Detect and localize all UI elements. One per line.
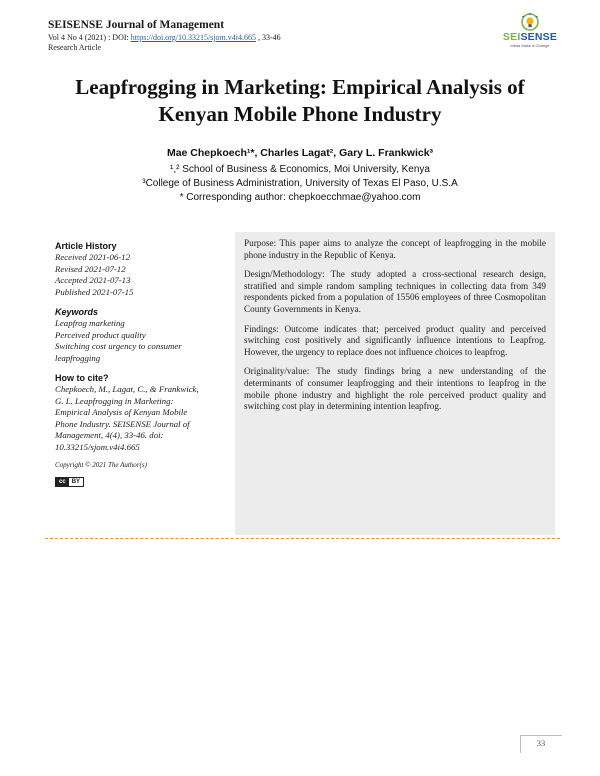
by-icon: BY — [71, 479, 81, 485]
how-to-cite-heading: How to cite? — [55, 373, 109, 383]
logo-wordmark: SEISENSE — [502, 31, 558, 43]
keyword-item: Perceived product quality — [55, 329, 146, 340]
abstract-purpose: Purpose: This paper aims to analyze the concept of leapfrogging in the mobile phone industry in the Republic of Kenya. — [244, 238, 546, 260]
citation-line: Management, 4(4), 33-46. doi: — [55, 430, 164, 440]
article-type: Research Article — [48, 43, 102, 52]
title-line-1: Leapfrogging in Marketing: Empirical Analysis of — [75, 75, 525, 99]
citation-line: Empirical Analysis of Kenyan Mobile — [55, 407, 188, 417]
accepted-date: Accepted 2021-07-13 — [55, 275, 131, 285]
citation-line: 10.33215/sjom.v4i4.665 — [55, 441, 140, 452]
abstract-originality: Originality/value: The study findings bring a new understanding of the determinants of consumer leapfrogging and their intentions to leapfrog in the mobile phone industry and highlight the role perceived product quality and switching cost play in determining intention leapfrog. — [244, 366, 546, 412]
citation-line: Phone Industry. SEISENSE Journal of — [55, 418, 190, 429]
logo-tagline: Ideas Make a Change — [510, 43, 550, 48]
corresponding-author: * Corresponding author: chepkoecchmae@yahoo.com — [179, 192, 421, 203]
citation-line: Chepkoech, M., Lagat, C., & Frankwick, — [55, 384, 199, 394]
published-date: Published 2021-07-15 — [55, 286, 134, 297]
article-history-heading: Article History — [55, 241, 117, 251]
page-range: , 33-46 — [255, 33, 281, 42]
citation-line: G. L. Leapfrogging in Marketing: — [55, 395, 174, 406]
paper-title — [30, 74, 570, 128]
article-sidebar — [55, 240, 233, 488]
page-number: 33 — [536, 738, 546, 748]
affiliation-1: ¹,² School of Business & Economics, Moi University, Kenya — [170, 164, 430, 175]
doi-link[interactable]: https://doi.org/10.33215/sjom.v4i4.665 — [130, 33, 256, 42]
abstract-design: Design/Methodology: The study adopted a cross-sectional research design, stratified and simple random sampling techniques in collecting data from 349 respondents picked from a population of 15506 employees of three Cosmopolitan County Governments in Kenya. — [244, 269, 546, 314]
volume-doi-line — [48, 33, 281, 42]
copyright-notice: Copyright © 2021 The Author(s) — [55, 461, 147, 469]
cc-by-license-icon[interactable] — [55, 477, 84, 487]
revised-date: Revised 2021-07-12 — [55, 263, 126, 274]
affiliation-2: ³College of Business Administration, University of Texas El Paso, U.S.A — [142, 178, 458, 189]
keywords-heading: Keywords — [55, 307, 99, 317]
abstract-findings: Findings: Outcome indicates that; perceived product quality and perceived switching cost positively and significantly influence intentions to Leapfrog. However, the urgency to replace does not influence choices to leapfrog. — [244, 323, 546, 357]
keyword-item: Leapfrog marketing — [55, 318, 125, 328]
volume-info: Vol 4 No 4 (2021) : DOI: — [48, 33, 131, 42]
author-list: Mae Chepkoech¹*, Charles Lagat², Gary L. Frankwick³ — [166, 147, 434, 159]
lightbulb-logo-icon — [520, 12, 540, 32]
seisense-logo — [500, 12, 560, 56]
keyword-item-continued: leapfrogging — [55, 352, 101, 363]
cc-icon: cc — [56, 478, 69, 486]
abstract-box — [235, 232, 555, 535]
received-date: Received 2021-06-12 — [55, 252, 130, 262]
title-line-2: Kenyan Mobile Phone Industry — [158, 102, 442, 126]
keyword-item: Switching cost urgency to consumer — [55, 341, 182, 351]
section-divider — [45, 538, 560, 539]
journal-name: SEISENSE Journal of Management — [48, 19, 225, 31]
